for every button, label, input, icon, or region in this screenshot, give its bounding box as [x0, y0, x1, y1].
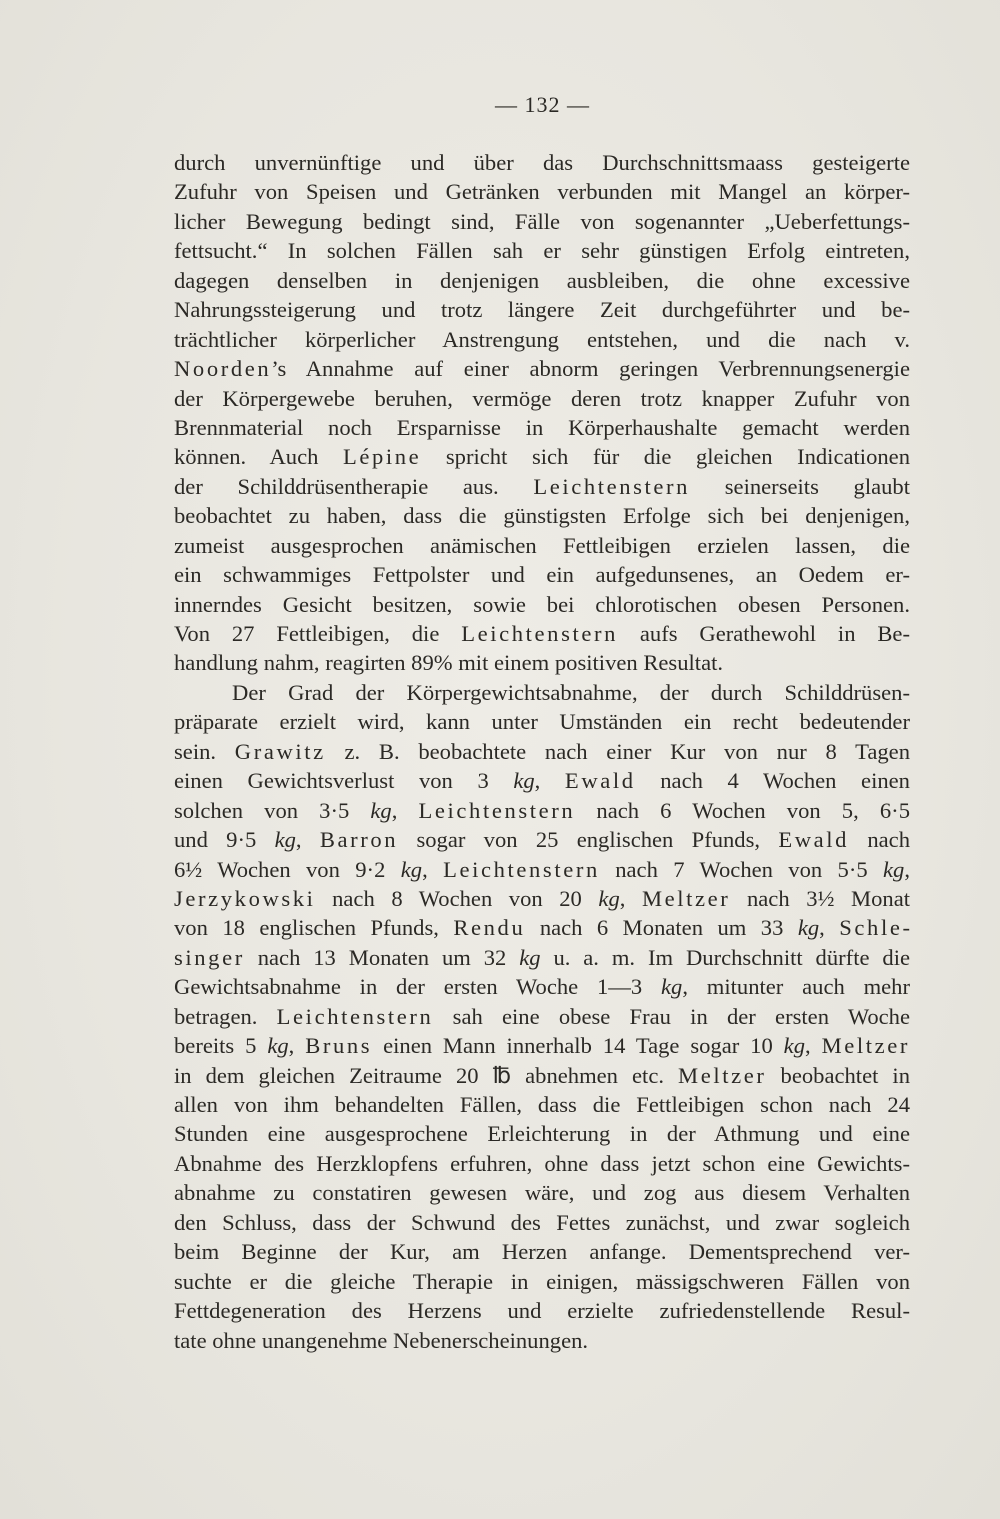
unit-term: kg [598, 885, 620, 911]
text-line: der Schilddrüsentherapie aus. Leichtenstern seinerseits glaubt [174, 473, 910, 499]
spaced-name: Ewald [778, 827, 850, 853]
unit-term: kg [370, 797, 392, 823]
text-line: fettsucht.“ In solchen Fällen sah er sehr günstigen Erfolg eintreten, [174, 238, 910, 264]
spaced-name: Leichtenstern [276, 1003, 434, 1029]
text-line: in dem gleichen Zeitraume 20 ℔ abnehmen etc. Meltzer beobachtet in [174, 1062, 910, 1088]
text-line: den Schluss, dass der Schwund des Fettes zunächst, und zwar sogleich [174, 1209, 910, 1235]
unit-term: kg [400, 856, 423, 882]
unit-term: kg [783, 1033, 805, 1059]
spaced-name: singer [174, 944, 245, 970]
text-line: Abnahme des Herzklopfens erfuhren, ohne dass jetzt schon eine Gewichts- [174, 1150, 910, 1176]
text-line: tate ohne unangenehme Nebenerscheinungen. [174, 1327, 589, 1353]
unit-term: kg [267, 1033, 289, 1059]
text-line: Fettdegeneration des Herzens und erzielte zufriedenstellende Resul- [174, 1298, 910, 1324]
text-line: Brennmaterial noch Ersparnisse in Körperhaushalte gemacht werden [174, 414, 910, 440]
unit-term: kg [513, 768, 535, 794]
text-line: durch unvernünftige und über das Durchschnittsmaass gesteigerte [174, 150, 910, 175]
text-line: Gewichtsabnahme in der ersten Woche 1—3 kg, mitunter auch mehr [174, 974, 911, 1000]
spaced-name: Leichtenstern [461, 621, 618, 646]
text-line: Der Grad der Körpergewichtsabnahme, der durch Schilddrüsen- [232, 679, 910, 705]
spaced-name: Leichtenstern [443, 856, 600, 882]
unit-term: kg [883, 856, 905, 882]
spaced-name: Grawitz [234, 738, 326, 764]
text-line: betragen. Leichtenstern sah eine obese Frau in der ersten Woche [174, 1003, 910, 1029]
spaced-name: Barron [319, 827, 399, 853]
text-line: Nahrungssteigerung und trotz längere Zeit durchgeführter und be- [174, 297, 910, 323]
text-line: handlung nahm, reagirten 89% mit einem positiven Resultat. [174, 650, 724, 676]
text-line: zumeist ausgesprochen anämischen Fettleibigen erzielen lassen, die [174, 532, 910, 558]
text-line: licher Bewegung bedingt sind, Fälle von sogenannter „Ueberfettungs- [174, 208, 910, 234]
page-number: — 132 — [495, 92, 590, 117]
text-line: Noorden’s Annahme auf einer abnorm geringen Verbrennungsenergie [174, 356, 910, 382]
spaced-name: Noorden [174, 356, 272, 382]
text-line: innerndes Gesicht besitzen, sowie bei chlorotischen obesen Personen. [174, 591, 910, 617]
text-line: sein. Grawitz z. B. beobachtete nach einer Kur von nur 8 Tagen [174, 738, 910, 764]
body-text [174, 148, 910, 1355]
unit-term: kg [274, 827, 296, 853]
text-line: dagegen denselben in denjenigen ausbleiben, die ohne excessive [174, 267, 910, 293]
text-line: abnahme zu constatiren gewesen wäre, und zog aus diesem Verhalten [174, 1180, 910, 1206]
unit-term: kg [519, 944, 541, 970]
spaced-name: Leichtenstern [418, 797, 576, 823]
text-line: Von 27 Fettleibigen, die Leichtenstern aufs Gerathewohl in Be- [174, 621, 910, 646]
text-line: solchen von 3·5 kg, Leichtenstern nach 6 Wochen von 5, 6·5 [174, 797, 910, 823]
text-line: trächtlicher körperlicher Anstrengung entstehen, und die nach v. [174, 326, 910, 352]
spaced-name: Rendu [453, 915, 526, 941]
text-line: von 18 englischen Pfunds, Rendu nach 6 Monaten um 33 kg, Schle- [174, 915, 910, 941]
text-line: bereits 5 kg, Bruns einen Mann innerhalb 14 Tage sogar 10 kg, Meltzer [174, 1033, 911, 1059]
spaced-name: Meltzer [641, 885, 731, 911]
text-line: Stunden eine ausgesprochene Erleichterung in der Athmung und eine [174, 1121, 910, 1147]
spaced-name: Meltzer [678, 1062, 767, 1088]
unit-term: kg [661, 974, 683, 1000]
spaced-name: Lépine [342, 444, 422, 470]
text-line: und 9·5 kg, Barron sogar von 25 englischen Pfunds, Ewald nach [174, 827, 911, 853]
text-line: Zufuhr von Speisen und Getränken verbunden mit Mangel an körper- [174, 179, 910, 205]
text-line: einen Gewichtsverlust von 3 kg, Ewald nach 4 Wochen einen [174, 768, 910, 794]
text-line: ein schwammiges Fettpolster und ein aufgedunsenes, an Oedem er- [174, 562, 910, 588]
spaced-name: Schle [839, 915, 903, 941]
spaced-name: Meltzer [821, 1033, 911, 1059]
spaced-name: Leichtenstern [533, 473, 691, 499]
text-line: Jerzykowski nach 8 Wochen von 20 kg, Meltzer nach 3½ Monat [174, 885, 910, 911]
text-line: beim Beginne der Kur, am Herzen anfange. Dementsprechend ver- [174, 1239, 910, 1265]
spaced-name: Bruns [305, 1033, 373, 1059]
spaced-name: Jerzykowski [174, 885, 316, 911]
text-line: der Körpergewebe beruhen, vermöge deren trotz knapper Zufuhr von [174, 385, 910, 411]
unit-term: kg [797, 915, 820, 941]
text-line: beobachtet zu haben, dass die günstigsten Erfolge sich bei denjenigen, [174, 503, 910, 529]
text-line: singer nach 13 Monaten um 32 kg u. a. m. Im Durchschnitt dürfte die [174, 944, 910, 970]
text-line: können. Auch Lépine spricht sich für die gleichen Indicationen [174, 444, 910, 470]
text-line: allen von ihm behandelten Fällen, dass die Fettleibigen schon nach 24 [174, 1092, 910, 1117]
text-line: präparate erzielt wird, kann unter Umständen ein recht bedeutender [174, 709, 910, 735]
text-line: 6½ Wochen von 9·2 kg, Leichtenstern nach 7 Wochen von 5·5 kg, [174, 856, 911, 882]
spaced-name: Ewald [564, 768, 636, 794]
text-line: suchte er die gleiche Therapie in einigen, mässigschweren Fällen von [174, 1268, 910, 1294]
